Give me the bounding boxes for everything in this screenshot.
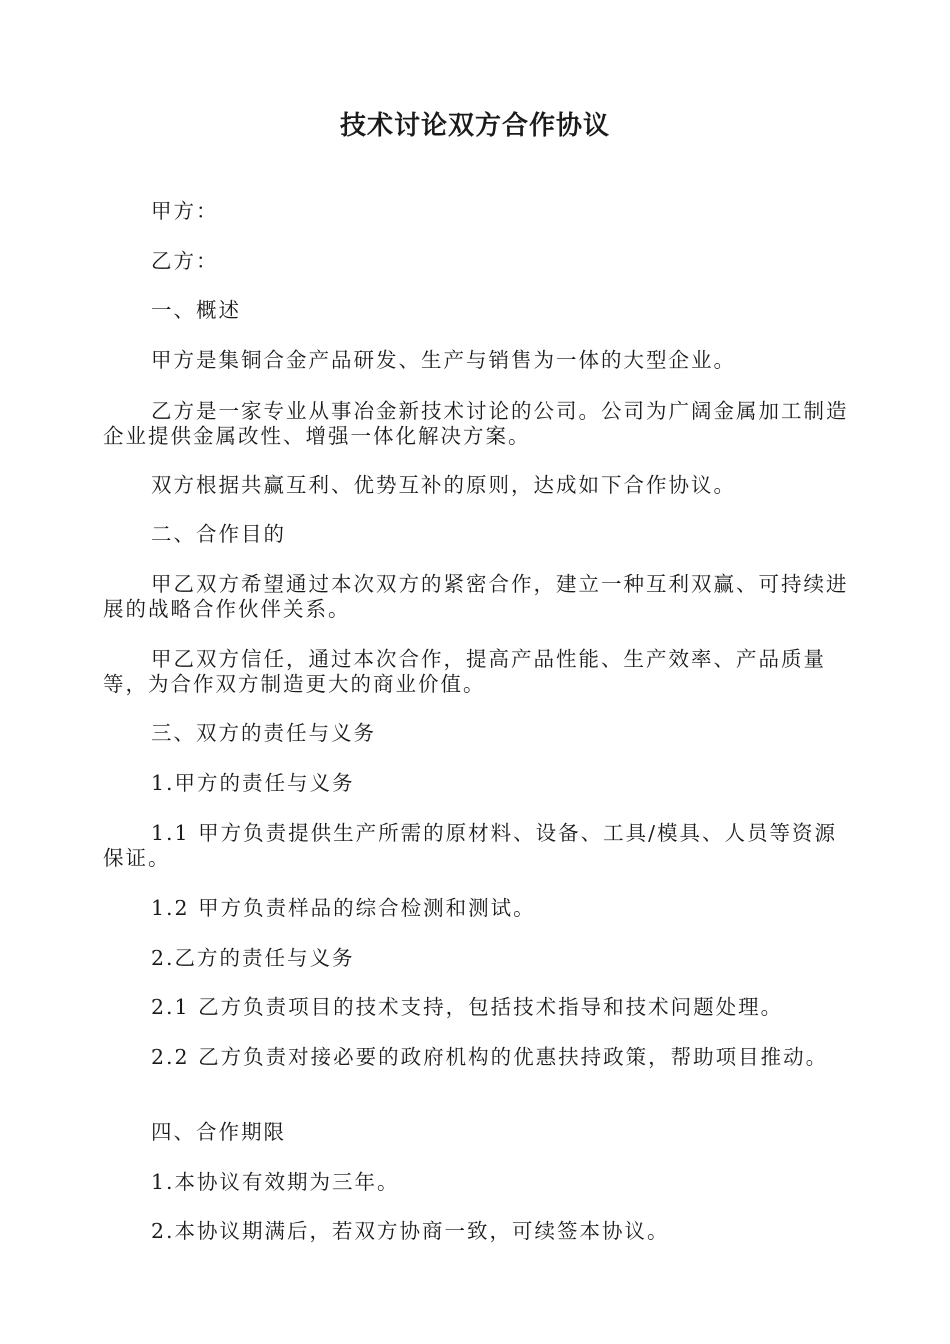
paragraph-purpose-1: 甲乙双方希望通过本次双方的紧密合作，建立一种互利双赢、可持续进展的战略合作伙伴关系。: [103, 572, 849, 621]
clause-2-2: 2.2 乙方负责对接必要的政府机构的优惠扶持政策，帮助项目推动。: [151, 1045, 829, 1069]
document-title: 技术讨论双方合作协议: [339, 111, 610, 141]
paragraph-party-a-intro: 甲方是集铜合金产品研发、生产与销售为一体的大型企业。: [151, 348, 736, 372]
term-clause-1: 1.本协议有效期为三年。: [151, 1170, 400, 1194]
section-heading-duties: 三、双方的责任与义务: [151, 721, 376, 745]
clause-2-1: 2.1 乙方负责项目的技术支持，包括技术指导和技术问题处理。: [151, 995, 784, 1019]
paragraph-purpose-2: 甲乙双方信任，通过本次合作，提高产品性能、生产效率、产品质量等，为合作双方制造更大的商业价值。: [103, 647, 826, 696]
clause-1-2: 1.2 甲方负责样品的综合检测和测试。: [151, 896, 536, 920]
paragraph-party-b-intro: 乙方是一家专业从事冶金新技术讨论的公司。公司为广阔金属加工制造企业提供金属改性、增强一体化解决方案。: [103, 399, 849, 448]
subheading-party-b-duties: 2.乙方的责任与义务: [151, 946, 355, 970]
section-heading-overview: 一、概述: [151, 298, 241, 322]
section-heading-purpose: 二、合作目的: [151, 522, 286, 546]
subheading-party-a-duties: 1.甲方的责任与义务: [151, 771, 355, 795]
party-b-line: 乙方：: [151, 249, 219, 273]
section-heading-term: 四、合作期限: [151, 1120, 286, 1144]
paragraph-principle: 双方根据共赢互利、优势互补的原则，达成如下合作协议。: [151, 473, 736, 497]
clause-1-1: 1.1 甲方负责提供生产所需的原材料、设备、工具/模具、人员等资源保证。: [103, 821, 838, 870]
term-clause-2: 2.本协议期满后，若双方协商一致，可续签本协议。: [151, 1219, 670, 1243]
party-a-line: 甲方：: [151, 199, 219, 223]
